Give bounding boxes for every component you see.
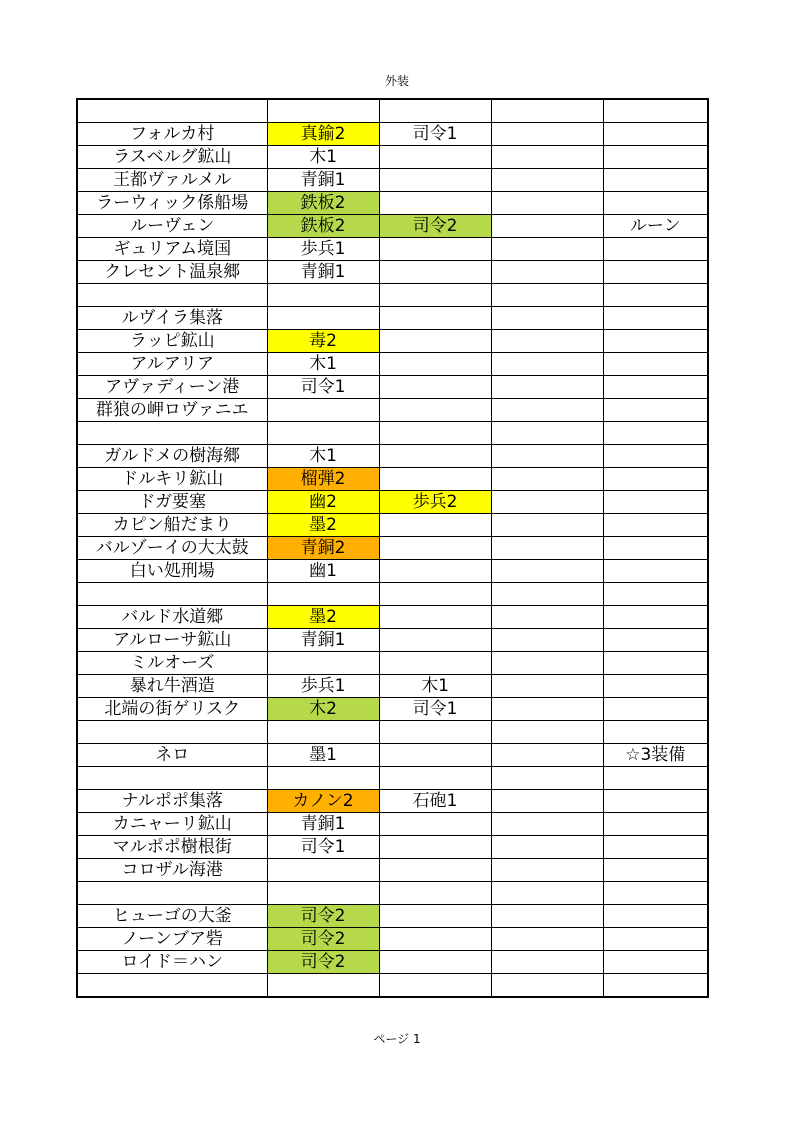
page-footer-label: ページ 1	[373, 1032, 421, 1046]
table-cell	[603, 859, 708, 882]
table-cell	[603, 675, 708, 698]
table-cell	[603, 629, 708, 652]
location-cell: ネロ	[77, 744, 267, 767]
table-cell	[491, 422, 603, 445]
location-cell	[77, 721, 267, 744]
table-row	[77, 675, 708, 698]
location-cell: ドルキリ鉱山	[77, 468, 267, 491]
table-row	[77, 698, 708, 721]
table-cell	[379, 629, 491, 652]
table-cell	[603, 307, 708, 330]
table-row	[77, 353, 708, 376]
table-cell	[491, 974, 603, 998]
location-cell: ノーンブア砦	[77, 928, 267, 951]
location-cell: 暴れ牛酒造	[77, 675, 267, 698]
location-cell: 北端の街ゲリスク	[77, 698, 267, 721]
table-cell	[603, 99, 708, 123]
table-cell: 司令1	[379, 123, 491, 146]
table-cell	[603, 514, 708, 537]
table-cell	[491, 882, 603, 905]
table-cell	[603, 284, 708, 307]
table-cell	[603, 330, 708, 353]
table-cell	[379, 583, 491, 606]
table-cell	[379, 951, 491, 974]
table-cell: 木1	[267, 445, 379, 468]
table-cell	[379, 974, 491, 998]
table-cell: 木2	[267, 698, 379, 721]
table-cell	[491, 123, 603, 146]
table-cell: 木1	[379, 675, 491, 698]
location-cell	[77, 99, 267, 123]
table-cell	[603, 445, 708, 468]
table-cell	[379, 353, 491, 376]
table-row	[77, 238, 708, 261]
location-cell: コロザル海港	[77, 859, 267, 882]
table-row	[77, 790, 708, 813]
location-cell: ガルドメの樹海郷	[77, 445, 267, 468]
table-cell	[603, 169, 708, 192]
table-cell	[491, 951, 603, 974]
table-cell	[267, 721, 379, 744]
table-cell	[603, 836, 708, 859]
table-row	[77, 836, 708, 859]
table-cell	[267, 422, 379, 445]
table-row	[77, 560, 708, 583]
table-cell	[491, 721, 603, 744]
table-cell	[491, 192, 603, 215]
table-cell: カノン2	[267, 790, 379, 813]
table-cell	[603, 491, 708, 514]
table-cell	[379, 813, 491, 836]
table-cell	[491, 146, 603, 169]
table-cell	[379, 238, 491, 261]
table-cell	[603, 353, 708, 376]
table-cell	[491, 813, 603, 836]
table-cell: 木1	[267, 146, 379, 169]
table-cell	[603, 928, 708, 951]
table-row	[77, 491, 708, 514]
table-row	[77, 215, 708, 238]
table-row	[77, 123, 708, 146]
location-cell: ルヴイラ集落	[77, 307, 267, 330]
table-cell	[267, 399, 379, 422]
table-cell	[491, 859, 603, 882]
table-cell	[491, 468, 603, 491]
table-cell	[379, 445, 491, 468]
table-cell	[267, 652, 379, 675]
table-row	[77, 744, 708, 767]
table-cell: 榴弾2	[267, 468, 379, 491]
location-cell: クレセント温泉郷	[77, 261, 267, 284]
table-cell	[603, 399, 708, 422]
table-cell	[491, 215, 603, 238]
table-cell: 青銅2	[267, 537, 379, 560]
table-row	[77, 422, 708, 445]
spreadsheet-table	[76, 98, 709, 998]
table-row	[77, 284, 708, 307]
table-cell	[491, 767, 603, 790]
table-cell: 司令2	[379, 215, 491, 238]
table-cell	[603, 652, 708, 675]
location-cell: マルポポ樹根街	[77, 836, 267, 859]
table-row	[77, 951, 708, 974]
table-cell	[603, 583, 708, 606]
table-cell	[491, 790, 603, 813]
table-cell	[491, 514, 603, 537]
table-row	[77, 330, 708, 353]
table-row	[77, 468, 708, 491]
table-cell: 歩兵1	[267, 675, 379, 698]
table-cell	[491, 698, 603, 721]
table-row	[77, 537, 708, 560]
table-cell	[379, 882, 491, 905]
table-cell	[379, 376, 491, 399]
table-cell: 鉄板2	[267, 215, 379, 238]
table-cell: 歩兵1	[267, 238, 379, 261]
table-cell: 墨2	[267, 514, 379, 537]
table-cell: 青銅1	[267, 261, 379, 284]
table-row	[77, 445, 708, 468]
table-cell	[491, 99, 603, 123]
table-cell: 青銅1	[267, 169, 379, 192]
table-cell	[491, 284, 603, 307]
table-cell	[603, 238, 708, 261]
table-cell	[491, 399, 603, 422]
table-cell	[491, 491, 603, 514]
table-cell	[379, 537, 491, 560]
table-cell	[603, 698, 708, 721]
table-cell	[603, 721, 708, 744]
table-cell: 歩兵2	[379, 491, 491, 514]
table-cell	[267, 974, 379, 998]
table-cell	[603, 422, 708, 445]
table-cell: 真鍮2	[267, 123, 379, 146]
table-row	[77, 169, 708, 192]
table-row	[77, 629, 708, 652]
table-row	[77, 376, 708, 399]
table-cell	[379, 422, 491, 445]
table-row	[77, 583, 708, 606]
location-cell: ロイド＝ハン	[77, 951, 267, 974]
location-cell: バルド水道郷	[77, 606, 267, 629]
table-cell	[379, 836, 491, 859]
location-cell: ルーヴェン	[77, 215, 267, 238]
table-cell	[491, 445, 603, 468]
table-cell	[267, 583, 379, 606]
location-cell: アヴァディーン港	[77, 376, 267, 399]
table-cell	[379, 284, 491, 307]
table-cell: 木1	[267, 353, 379, 376]
table-cell	[491, 330, 603, 353]
table-row	[77, 813, 708, 836]
table-cell	[379, 859, 491, 882]
table-cell	[603, 146, 708, 169]
page-header-title: 外装	[384, 74, 409, 88]
table-cell: ルーン	[603, 215, 708, 238]
table-row	[77, 606, 708, 629]
table-row	[77, 146, 708, 169]
table-cell: 毒2	[267, 330, 379, 353]
table-cell	[491, 537, 603, 560]
table-cell	[603, 537, 708, 560]
table-row	[77, 721, 708, 744]
table-cell: 青銅1	[267, 813, 379, 836]
table-cell: ☆3装備	[603, 744, 708, 767]
location-cell: バルゾーイの大太鼓	[77, 537, 267, 560]
table-cell	[603, 951, 708, 974]
table-cell	[379, 307, 491, 330]
location-cell: ラッピ鉱山	[77, 330, 267, 353]
table-cell	[491, 606, 603, 629]
table-row	[77, 99, 708, 123]
table-row	[77, 192, 708, 215]
table-cell	[267, 882, 379, 905]
table-row	[77, 905, 708, 928]
table-cell	[603, 767, 708, 790]
table-cell	[603, 974, 708, 998]
table-cell	[379, 514, 491, 537]
table-cell	[379, 399, 491, 422]
table-cell	[491, 652, 603, 675]
table-cell	[603, 813, 708, 836]
table-cell	[491, 307, 603, 330]
table-cell: 司令2	[267, 928, 379, 951]
table-cell	[379, 767, 491, 790]
table-row	[77, 307, 708, 330]
table-cell	[379, 652, 491, 675]
table-row	[77, 652, 708, 675]
location-cell	[77, 284, 267, 307]
table-cell: 石砲1	[379, 790, 491, 813]
table-row	[77, 261, 708, 284]
location-cell: ドガ要塞	[77, 491, 267, 514]
table-cell: 墨2	[267, 606, 379, 629]
table-row	[77, 974, 708, 998]
table-cell	[491, 169, 603, 192]
table-cell	[491, 836, 603, 859]
table-cell	[379, 560, 491, 583]
table-cell	[603, 560, 708, 583]
location-cell	[77, 882, 267, 905]
table-cell: 司令1	[379, 698, 491, 721]
table-cell	[379, 744, 491, 767]
table-cell	[491, 238, 603, 261]
table-cell	[379, 928, 491, 951]
location-cell: 群狼の岬ロヴァニエ	[77, 399, 267, 422]
table-row	[77, 882, 708, 905]
table-cell: 鉄板2	[267, 192, 379, 215]
table-cell	[603, 376, 708, 399]
table-cell	[379, 99, 491, 123]
table-cell	[491, 560, 603, 583]
table-cell	[491, 261, 603, 284]
table-cell	[491, 629, 603, 652]
table-cell	[491, 675, 603, 698]
table-cell	[603, 468, 708, 491]
table-cell	[491, 928, 603, 951]
location-cell: カピン船だまり	[77, 514, 267, 537]
location-cell: ヒューゴの大釜	[77, 905, 267, 928]
location-cell	[77, 422, 267, 445]
table-cell	[603, 882, 708, 905]
table-cell: 幽1	[267, 560, 379, 583]
table-cell	[379, 261, 491, 284]
table-row	[77, 767, 708, 790]
table-cell	[267, 284, 379, 307]
table-cell	[267, 859, 379, 882]
table-row	[77, 928, 708, 951]
table-cell	[491, 376, 603, 399]
table-cell	[603, 905, 708, 928]
table-cell	[491, 744, 603, 767]
location-cell: 王都ヴァルメル	[77, 169, 267, 192]
table-cell	[379, 468, 491, 491]
table-cell	[603, 192, 708, 215]
location-cell: 白い処刑場	[77, 560, 267, 583]
table-cell	[379, 169, 491, 192]
table-cell	[491, 583, 603, 606]
table-cell	[379, 146, 491, 169]
location-cell: ナルポポ集落	[77, 790, 267, 813]
table-cell	[379, 192, 491, 215]
location-cell: ギュリアム境国	[77, 238, 267, 261]
table-cell	[379, 330, 491, 353]
table-cell: 司令1	[267, 836, 379, 859]
table-cell	[603, 606, 708, 629]
table-cell	[267, 307, 379, 330]
location-cell: ミルオーズ	[77, 652, 267, 675]
table-cell	[267, 99, 379, 123]
table-row	[77, 399, 708, 422]
table-cell	[603, 123, 708, 146]
table-cell: 司令2	[267, 951, 379, 974]
location-cell	[77, 974, 267, 998]
table-row	[77, 514, 708, 537]
location-cell	[77, 583, 267, 606]
table-cell: 司令1	[267, 376, 379, 399]
location-cell: カニャーリ鉱山	[77, 813, 267, 836]
table-cell: 墨1	[267, 744, 379, 767]
location-cell: ラスベルグ鉱山	[77, 146, 267, 169]
table-cell	[379, 721, 491, 744]
table-cell	[603, 790, 708, 813]
table-cell	[491, 353, 603, 376]
table-cell	[267, 767, 379, 790]
table-row	[77, 859, 708, 882]
table-cell: 司令2	[267, 905, 379, 928]
table-cell	[379, 905, 491, 928]
table-cell: 青銅1	[267, 629, 379, 652]
location-cell: フォルカ村	[77, 123, 267, 146]
location-cell: アルアリア	[77, 353, 267, 376]
table-cell	[603, 261, 708, 284]
table-cell: 幽2	[267, 491, 379, 514]
location-cell: ラーウィック係船場	[77, 192, 267, 215]
location-cell: アルローサ鉱山	[77, 629, 267, 652]
table-cell	[379, 606, 491, 629]
location-cell	[77, 767, 267, 790]
table-cell	[491, 905, 603, 928]
